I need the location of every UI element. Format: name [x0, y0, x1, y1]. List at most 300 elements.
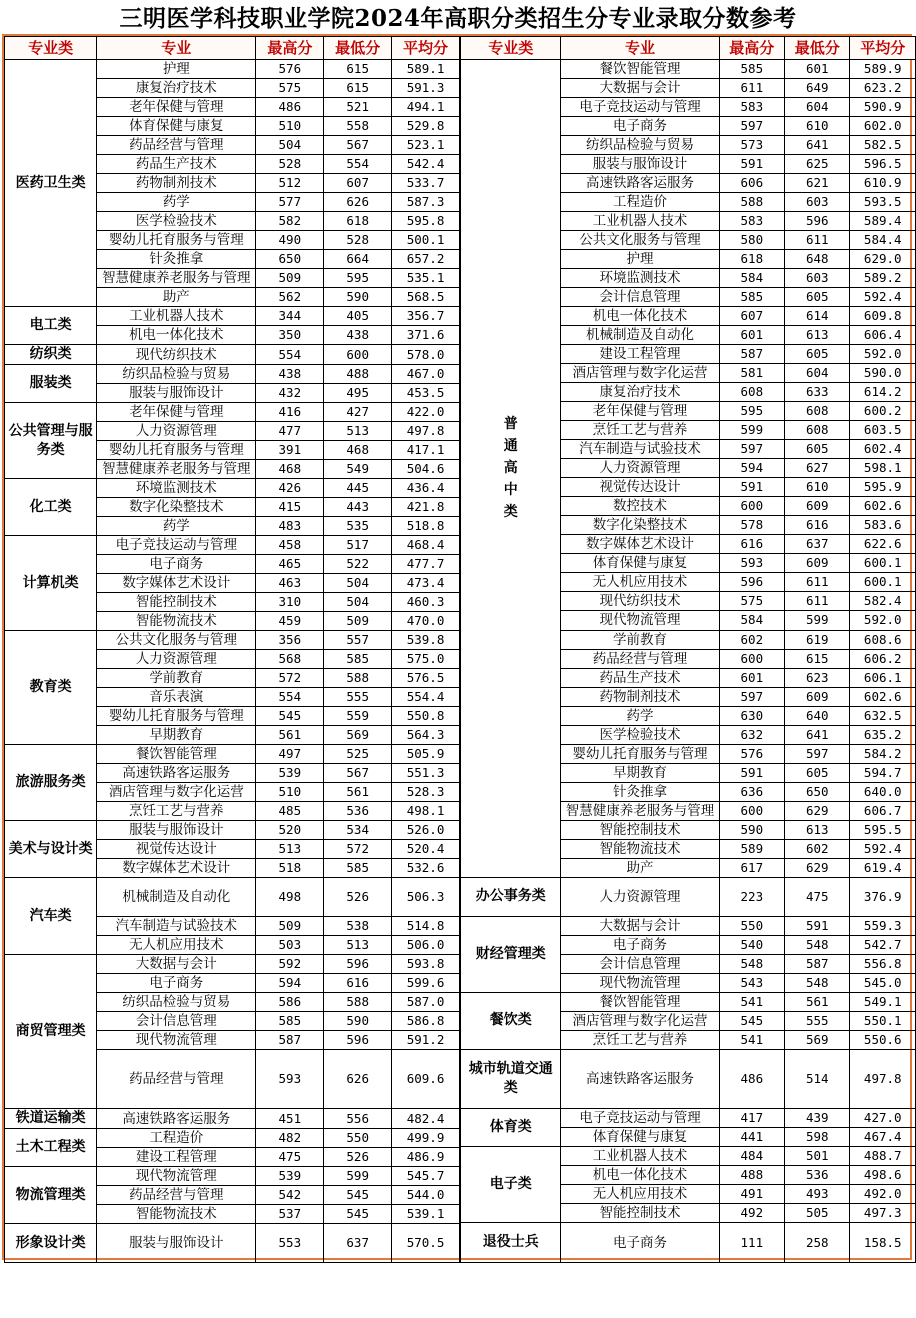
category-cell: 土木工程类: [5, 1129, 97, 1167]
avg-score-cell: 602.6: [850, 497, 916, 516]
major-cell: 建设工程管理: [561, 345, 719, 364]
major-cell: 餐饮智能管理: [561, 992, 719, 1011]
avg-score-cell: 498.6: [850, 1166, 916, 1185]
avg-score-cell: 582.4: [850, 592, 916, 611]
max-score-cell: 599: [719, 421, 784, 440]
min-score-cell: 443: [324, 498, 392, 517]
avg-score-cell: 497.3: [850, 1204, 916, 1223]
max-score-cell: 607: [719, 307, 784, 326]
min-score-cell: 567: [324, 764, 392, 783]
max-score-cell: 597: [719, 687, 784, 706]
avg-score-cell: 583.6: [850, 516, 916, 535]
max-score-cell: 576: [719, 744, 784, 763]
min-score-cell: 504: [324, 593, 392, 612]
category-cell: 医药卫生类: [5, 60, 97, 307]
avg-score-cell: 629.0: [850, 250, 916, 269]
major-cell: 电子商务: [97, 555, 256, 574]
max-score-cell: 441: [719, 1127, 784, 1146]
avg-score-cell: 590.9: [850, 98, 916, 117]
category-cell: 办公事务类: [461, 877, 561, 916]
max-score-cell: 350: [256, 326, 324, 345]
avg-score-cell: 602.4: [850, 440, 916, 459]
avg-score-cell: 600.1: [850, 554, 916, 573]
table-row: [5, 878, 460, 917]
min-score-cell: 602: [785, 839, 850, 858]
category-cell: 汽车类: [5, 878, 97, 955]
major-cell: 数字媒体艺术设计: [97, 859, 256, 878]
table-row: [461, 877, 916, 916]
major-cell: 药品经营与管理: [97, 1050, 256, 1109]
min-score-cell: 609: [785, 554, 850, 573]
max-score-cell: 568: [256, 650, 324, 669]
min-score-cell: 475: [785, 877, 850, 916]
min-score-cell: 585: [324, 859, 392, 878]
min-score-cell: 621: [785, 174, 850, 193]
min-score-cell: 504: [324, 574, 392, 593]
major-cell: 学前教育: [97, 669, 256, 688]
min-score-cell: 648: [785, 250, 850, 269]
max-score-cell: 587: [719, 345, 784, 364]
major-cell: 老年保健与管理: [97, 98, 256, 117]
avg-score-cell: 504.6: [392, 460, 460, 479]
table-row: [461, 1049, 916, 1108]
column-header: 专业: [97, 37, 256, 60]
max-score-cell: 584: [719, 611, 784, 630]
min-score-cell: 611: [785, 592, 850, 611]
avg-score-cell: 556.8: [850, 954, 916, 973]
max-score-cell: 510: [256, 117, 324, 136]
major-cell: 现代纺织技术: [97, 345, 256, 365]
avg-score-cell: 578.0: [392, 345, 460, 365]
major-cell: 婴幼儿托育服务与管理: [561, 744, 719, 763]
major-cell: 数字媒体艺术设计: [97, 574, 256, 593]
max-score-cell: 582: [256, 212, 324, 231]
category-cell: 计算机类: [5, 536, 97, 631]
avg-score-cell: 529.8: [392, 117, 460, 136]
major-cell: 护理: [561, 250, 719, 269]
max-score-cell: 509: [256, 269, 324, 288]
min-score-cell: 468: [324, 441, 392, 460]
major-cell: 药品经营与管理: [97, 1186, 256, 1205]
major-cell: 酒店管理与数字化运营: [97, 783, 256, 802]
major-cell: 智能物流技术: [561, 839, 719, 858]
avg-score-cell: 520.4: [392, 840, 460, 859]
max-score-cell: 540: [719, 935, 784, 954]
avg-score-cell: 595.8: [392, 212, 460, 231]
avg-score-cell: 592.0: [850, 345, 916, 364]
major-cell: 视觉传达设计: [561, 478, 719, 497]
min-score-cell: 549: [324, 460, 392, 479]
column-header: 最低分: [785, 37, 850, 60]
major-cell: 机电一体化技术: [561, 307, 719, 326]
table-row: [5, 1224, 460, 1263]
avg-score-cell: 586.8: [392, 1012, 460, 1031]
max-score-cell: 594: [719, 459, 784, 478]
major-cell: 智能控制技术: [97, 593, 256, 612]
header-row: [5, 37, 460, 60]
max-score-cell: 513: [256, 840, 324, 859]
major-cell: 电子商务: [561, 935, 719, 954]
major-cell: 药品经营与管理: [561, 649, 719, 668]
min-score-cell: 616: [324, 974, 392, 993]
min-score-cell: 588: [324, 669, 392, 688]
avg-score-cell: 576.5: [392, 669, 460, 688]
min-score-cell: 604: [785, 98, 850, 117]
max-score-cell: 498: [256, 878, 324, 917]
min-score-cell: 597: [785, 744, 850, 763]
min-score-cell: 591: [785, 916, 850, 935]
column-header: 平均分: [850, 37, 916, 60]
major-cell: 护理: [97, 60, 256, 79]
major-cell: 药学: [97, 193, 256, 212]
max-score-cell: 541: [719, 1030, 784, 1049]
max-score-cell: 483: [256, 517, 324, 536]
major-cell: 婴幼儿托育服务与管理: [97, 441, 256, 460]
avg-score-cell: 564.3: [392, 726, 460, 745]
max-score-cell: 572: [256, 669, 324, 688]
avg-score-cell: 600.2: [850, 402, 916, 421]
major-cell: 环境监测技术: [561, 269, 719, 288]
avg-score-cell: 545.0: [850, 973, 916, 992]
avg-score-cell: 500.1: [392, 231, 460, 250]
major-cell: 无人机应用技术: [561, 573, 719, 592]
min-score-cell: 536: [785, 1166, 850, 1185]
table-row: [5, 479, 460, 498]
avg-score-cell: 550.6: [850, 1030, 916, 1049]
major-cell: 高速铁路客运服务: [97, 1109, 256, 1129]
major-cell: 助产: [561, 858, 719, 877]
category-cell: 化工类: [5, 479, 97, 536]
major-cell: 服装与服饰设计: [97, 384, 256, 403]
max-score-cell: 550: [719, 916, 784, 935]
min-score-cell: 607: [324, 174, 392, 193]
max-score-cell: 595: [719, 402, 784, 421]
avg-score-cell: 632.5: [850, 706, 916, 725]
avg-score-cell: 582.5: [850, 136, 916, 155]
min-score-cell: 522: [324, 555, 392, 574]
column-header: 最高分: [256, 37, 324, 60]
category-cell: 旅游服务类: [5, 745, 97, 821]
major-cell: 电子商务: [561, 117, 719, 136]
max-score-cell: 503: [256, 936, 324, 955]
avg-score-cell: 657.2: [392, 250, 460, 269]
table-row: [5, 345, 460, 365]
max-score-cell: 553: [256, 1224, 324, 1263]
avg-score-cell: 622.6: [850, 535, 916, 554]
min-score-cell: 601: [785, 60, 850, 79]
max-score-cell: 548: [719, 954, 784, 973]
major-cell: 药物制剂技术: [561, 687, 719, 706]
max-score-cell: 600: [719, 497, 784, 516]
max-score-cell: 650: [256, 250, 324, 269]
max-score-cell: 588: [719, 193, 784, 212]
avg-score-cell: 467.4: [850, 1127, 916, 1146]
max-score-cell: 575: [719, 592, 784, 611]
major-cell: 早期教育: [97, 726, 256, 745]
major-cell: 机电一体化技术: [561, 1166, 719, 1185]
avg-score-cell: 608.6: [850, 630, 916, 649]
category-cell: 商贸管理类: [5, 955, 97, 1109]
table-row: [461, 992, 916, 1011]
max-score-cell: 528: [256, 155, 324, 174]
min-score-cell: 596: [324, 955, 392, 974]
max-score-cell: 594: [256, 974, 324, 993]
min-score-cell: 614: [785, 307, 850, 326]
max-score-cell: 580: [719, 231, 784, 250]
major-cell: 学前教育: [561, 630, 719, 649]
avg-score-cell: 587.3: [392, 193, 460, 212]
table-row: [461, 1147, 916, 1166]
avg-score-cell: 606.1: [850, 668, 916, 687]
max-score-cell: 510: [256, 783, 324, 802]
max-score-cell: 490: [256, 231, 324, 250]
avg-score-cell: 551.3: [392, 764, 460, 783]
min-score-cell: 555: [324, 688, 392, 707]
min-score-cell: 598: [785, 1127, 850, 1146]
avg-score-cell: 550.8: [392, 707, 460, 726]
min-score-cell: 618: [324, 212, 392, 231]
max-score-cell: 585: [719, 60, 784, 79]
max-score-cell: 417: [719, 1108, 784, 1127]
major-cell: 大数据与会计: [561, 916, 719, 935]
major-cell: 早期教育: [561, 763, 719, 782]
max-score-cell: 583: [719, 212, 784, 231]
max-score-cell: 596: [719, 573, 784, 592]
min-score-cell: 517: [324, 536, 392, 555]
major-cell: 环境监测技术: [97, 479, 256, 498]
min-score-cell: 611: [785, 573, 850, 592]
max-score-cell: 600: [719, 801, 784, 820]
max-score-cell: 584: [719, 269, 784, 288]
major-cell: 数字化染整技术: [97, 498, 256, 517]
major-cell: 烹饪工艺与营养: [561, 421, 719, 440]
avg-score-cell: 505.9: [392, 745, 460, 764]
min-score-cell: 427: [324, 403, 392, 422]
major-cell: 康复治疗技术: [561, 383, 719, 402]
max-score-cell: 616: [719, 535, 784, 554]
major-cell: 药学: [561, 706, 719, 725]
avg-score-cell: 498.1: [392, 802, 460, 821]
min-score-cell: 615: [324, 79, 392, 98]
max-score-cell: 591: [719, 763, 784, 782]
avg-score-cell: 599.6: [392, 974, 460, 993]
max-score-cell: 485: [256, 802, 324, 821]
major-cell: 酒店管理与数字化运营: [561, 364, 719, 383]
avg-score-cell: 619.4: [850, 858, 916, 877]
major-cell: 人力资源管理: [97, 650, 256, 669]
min-score-cell: 637: [785, 535, 850, 554]
avg-score-cell: 614.2: [850, 383, 916, 402]
min-score-cell: 545: [324, 1186, 392, 1205]
table-row: [5, 631, 460, 650]
major-cell: 数字化染整技术: [561, 516, 719, 535]
major-cell: 服装与服饰设计: [561, 155, 719, 174]
min-score-cell: 538: [324, 917, 392, 936]
major-cell: 建设工程管理: [97, 1148, 256, 1167]
major-cell: 针灸推拿: [97, 250, 256, 269]
avg-score-cell: 589.2: [850, 269, 916, 288]
min-score-cell: 603: [785, 193, 850, 212]
min-score-cell: 640: [785, 706, 850, 725]
min-score-cell: 513: [324, 422, 392, 441]
min-score-cell: 608: [785, 421, 850, 440]
min-score-cell: 664: [324, 250, 392, 269]
avg-score-cell: 602.0: [850, 117, 916, 136]
max-score-cell: 630: [719, 706, 784, 725]
major-cell: 人力资源管理: [561, 459, 719, 478]
max-score-cell: 575: [256, 79, 324, 98]
max-score-cell: 482: [256, 1129, 324, 1148]
min-score-cell: 488: [324, 365, 392, 384]
avg-score-cell: 497.8: [392, 422, 460, 441]
min-score-cell: 561: [324, 783, 392, 802]
min-score-cell: 439: [785, 1108, 850, 1127]
min-score-cell: 559: [324, 707, 392, 726]
min-score-cell: 548: [785, 935, 850, 954]
category-cell: 财经管理类: [461, 916, 561, 992]
min-score-cell: 493: [785, 1185, 850, 1204]
major-cell: 机电一体化技术: [97, 326, 256, 345]
avg-score-cell: 592.4: [850, 839, 916, 858]
max-score-cell: 426: [256, 479, 324, 498]
avg-score-cell: 542.4: [392, 155, 460, 174]
avg-score-cell: 609.6: [392, 1050, 460, 1109]
min-score-cell: 627: [785, 459, 850, 478]
avg-score-cell: 523.1: [392, 136, 460, 155]
min-score-cell: 526: [324, 878, 392, 917]
major-cell: 电子商务: [97, 974, 256, 993]
min-score-cell: 596: [324, 1031, 392, 1050]
avg-score-cell: 595.9: [850, 478, 916, 497]
min-score-cell: 629: [785, 858, 850, 877]
min-score-cell: 605: [785, 345, 850, 364]
major-cell: 纺织品检验与贸易: [97, 993, 256, 1012]
max-score-cell: 542: [256, 1186, 324, 1205]
category-cell: 城市轨道交通类: [461, 1049, 561, 1108]
table-row: [461, 1108, 916, 1127]
max-score-cell: 486: [256, 98, 324, 117]
min-score-cell: 633: [785, 383, 850, 402]
min-score-cell: 637: [324, 1224, 392, 1263]
avg-score-cell: 544.0: [392, 1186, 460, 1205]
min-score-cell: 505: [785, 1204, 850, 1223]
avg-score-cell: 514.8: [392, 917, 460, 936]
category-cell: 纺织类: [5, 345, 97, 365]
avg-score-cell: 559.3: [850, 916, 916, 935]
table-row: [5, 307, 460, 326]
avg-score-cell: 371.6: [392, 326, 460, 345]
avg-score-cell: 494.1: [392, 98, 460, 117]
category-cell: 退役士兵: [461, 1223, 561, 1263]
avg-score-cell: 640.0: [850, 782, 916, 801]
min-score-cell: 626: [324, 193, 392, 212]
min-score-cell: 509: [324, 612, 392, 631]
avg-score-cell: 467.0: [392, 365, 460, 384]
avg-score-cell: 570.5: [392, 1224, 460, 1263]
major-cell: 智能物流技术: [97, 1205, 256, 1224]
category-cell: 物流管理类: [5, 1167, 97, 1224]
major-cell: 工程造价: [561, 193, 719, 212]
major-cell: 服装与服饰设计: [97, 1224, 256, 1263]
min-score-cell: 513: [324, 936, 392, 955]
max-score-cell: 497: [256, 745, 324, 764]
major-cell: 体育保健与康复: [561, 1127, 719, 1146]
avg-score-cell: 545.7: [392, 1167, 460, 1186]
max-score-cell: 592: [256, 955, 324, 974]
major-cell: 医学检验技术: [561, 725, 719, 744]
avg-score-cell: 554.4: [392, 688, 460, 707]
min-score-cell: 609: [785, 687, 850, 706]
min-score-cell: 495: [324, 384, 392, 403]
table-row: [5, 365, 460, 384]
max-score-cell: 597: [719, 117, 784, 136]
avg-score-cell: 526.0: [392, 821, 460, 840]
min-score-cell: 615: [324, 60, 392, 79]
max-score-cell: 543: [719, 973, 784, 992]
max-score-cell: 463: [256, 574, 324, 593]
category-cell: 电工类: [5, 307, 97, 345]
min-score-cell: 605: [785, 440, 850, 459]
major-cell: 医学检验技术: [97, 212, 256, 231]
major-cell: 工业机器人技术: [561, 212, 719, 231]
max-score-cell: 486: [719, 1049, 784, 1108]
max-score-cell: 492: [719, 1204, 784, 1223]
min-score-cell: 613: [785, 326, 850, 345]
max-score-cell: 593: [256, 1050, 324, 1109]
min-score-cell: 641: [785, 725, 850, 744]
major-cell: 现代物流管理: [97, 1167, 256, 1186]
max-score-cell: 561: [256, 726, 324, 745]
major-cell: 现代物流管理: [561, 973, 719, 992]
table-row: [461, 60, 916, 79]
avg-score-cell: 533.7: [392, 174, 460, 193]
min-score-cell: 554: [324, 155, 392, 174]
avg-score-cell: 539.1: [392, 1205, 460, 1224]
min-score-cell: 595: [324, 269, 392, 288]
table-row: [5, 403, 460, 422]
min-score-cell: 611: [785, 231, 850, 250]
major-cell: 智慧健康养老服务与管理: [97, 460, 256, 479]
min-score-cell: 558: [324, 117, 392, 136]
avg-score-cell: 422.0: [392, 403, 460, 422]
major-cell: 会计信息管理: [561, 954, 719, 973]
avg-score-cell: 518.8: [392, 517, 460, 536]
major-cell: 电子竞技运动与管理: [97, 536, 256, 555]
major-cell: 电子竞技运动与管理: [561, 1108, 719, 1127]
avg-score-cell: 542.7: [850, 935, 916, 954]
table-row: [5, 955, 460, 974]
column-header: 专业类: [461, 37, 561, 60]
max-score-cell: 578: [719, 516, 784, 535]
table-row: [461, 916, 916, 935]
major-cell: 康复治疗技术: [97, 79, 256, 98]
avg-score-cell: 584.2: [850, 744, 916, 763]
major-cell: 烹饪工艺与营养: [561, 1030, 719, 1049]
avg-score-cell: 606.4: [850, 326, 916, 345]
max-score-cell: 601: [719, 668, 784, 687]
major-cell: 公共文化服务与管理: [97, 631, 256, 650]
category-cell: 服装类: [5, 365, 97, 403]
major-cell: 数字媒体艺术设计: [561, 535, 719, 554]
major-cell: 酒店管理与数字化运营: [561, 1011, 719, 1030]
table-row: [5, 1109, 460, 1129]
avg-score-cell: 535.1: [392, 269, 460, 288]
avg-score-cell: 492.0: [850, 1185, 916, 1204]
category-cell: 餐饮类: [461, 992, 561, 1049]
min-score-cell: 610: [785, 478, 850, 497]
min-score-cell: 590: [324, 288, 392, 307]
max-score-cell: 597: [719, 440, 784, 459]
